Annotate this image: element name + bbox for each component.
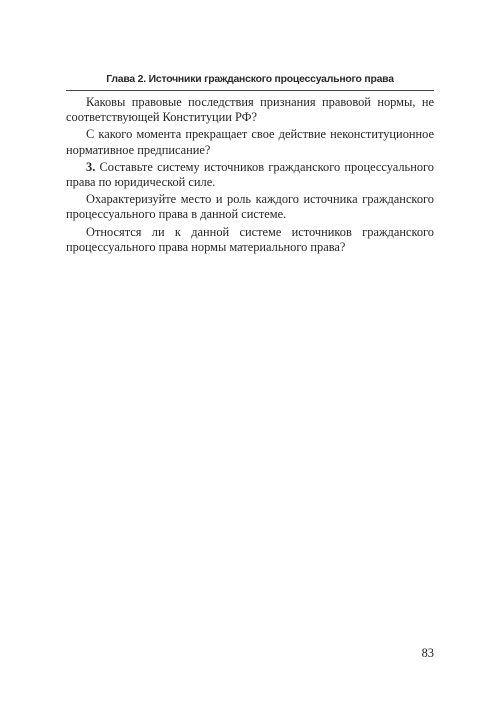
paragraph-text: Охарактеризуйте место и роль каждого источника гражданского процессуального права в данной системе. xyxy=(66,192,434,222)
header-divider xyxy=(66,90,434,91)
running-header: Глава 2. Источники гражданского процессуального права xyxy=(106,74,394,85)
paragraph-text: С какого момента прекращает свое действие неконституционное нормативное предписание? xyxy=(66,127,434,157)
paragraph xyxy=(66,95,434,125)
paragraph-text: Составьте систему источников гражданского процессуального права по юридической силе. xyxy=(66,159,434,190)
paragraph xyxy=(66,160,434,190)
paragraph xyxy=(66,225,434,255)
paragraph xyxy=(66,127,434,157)
question-number: 3. xyxy=(86,159,96,174)
paragraph-text: Относятся ли к данной системе источников гражданского процессуального права нормы материального права? xyxy=(66,224,434,254)
paragraph-text: Каковы правовые последствия признания правовой нормы, не соответствующей Конституции РФ? xyxy=(66,95,434,125)
paragraph xyxy=(66,192,434,222)
page-number: 83 xyxy=(421,646,434,660)
body-text xyxy=(66,95,434,257)
